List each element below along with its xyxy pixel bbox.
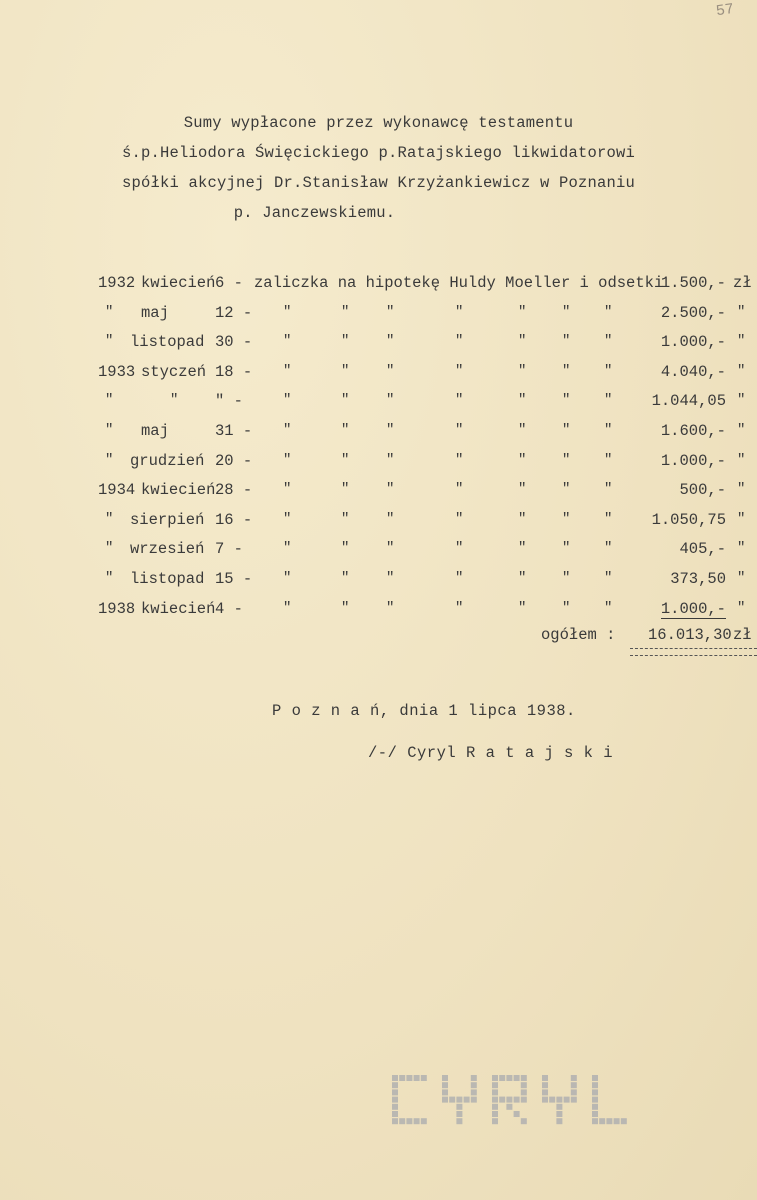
row-month: listopad: [130, 333, 205, 352]
row-ditto-mark: ": [283, 303, 292, 320]
row-ditto-mark: ": [283, 599, 292, 616]
row-ditto-mark: ": [455, 570, 464, 586]
table-row: [0, 274, 757, 304]
row-ditto-mark: ": [455, 362, 464, 379]
row-year: 1932: [98, 274, 136, 292]
place-date: P o z n a ń, dnia 1 lipca 1938.: [272, 702, 576, 720]
row-ditto-mark: ": [518, 422, 527, 438]
total-value: 16.013,30: [648, 626, 732, 644]
row-ditto-mark: ": [604, 303, 613, 320]
row-ditto-mark: ": [562, 333, 571, 350]
row-ditto-mark: ": [341, 422, 350, 438]
table-row: [0, 540, 757, 570]
row-day: 20 -: [215, 451, 253, 470]
signature: /-/ Cyryl R a t a j s k i: [368, 744, 614, 762]
row-ditto-mark: ": [604, 570, 613, 586]
page-number: 57: [714, 0, 736, 21]
table-row: [0, 422, 757, 452]
row-currency: ": [737, 599, 746, 616]
row-ditto-mark: ": [455, 540, 464, 557]
row-year: ": [105, 540, 114, 557]
row-day: 4 -: [215, 599, 243, 618]
total-label: ogółem :: [541, 626, 616, 644]
row-ditto-mark: ": [455, 392, 464, 409]
row-ditto-mark: ": [386, 510, 395, 527]
row-month: maj: [141, 303, 169, 322]
row-month: kwiecień: [141, 274, 216, 292]
row-month: kwiecień: [141, 481, 216, 500]
row-ditto-mark: ": [562, 481, 571, 498]
row-currency: ": [737, 570, 746, 586]
row-ditto-mark: ": [283, 362, 292, 379]
row-ditto-mark: ": [604, 333, 613, 350]
row-ditto-mark: ": [518, 570, 527, 586]
table-row: [0, 333, 757, 363]
row-month: grudzień: [130, 451, 205, 470]
row-ditto-mark: ": [518, 362, 527, 379]
row-ditto-mark: ": [455, 451, 464, 468]
row-ditto-mark: ": [518, 333, 527, 350]
row-ditto-mark: ": [604, 362, 613, 379]
row-ditto-mark: ": [562, 510, 571, 527]
title-line-3: spółki akcyjnej Dr.Stanisław Krzyżankiewicz w Poznaniu: [121, 174, 636, 192]
row-ditto-mark: ": [455, 422, 464, 438]
row-year: 1934: [98, 481, 136, 500]
row-ditto-mark: ": [562, 570, 571, 586]
row-ditto-mark: ": [518, 481, 527, 498]
row-ditto-mark: ": [562, 599, 571, 616]
row-amount: 1.600,-: [660, 422, 726, 440]
row-currency: ": [737, 333, 746, 350]
row-ditto-mark: ": [341, 451, 350, 468]
double-underline: [630, 648, 757, 656]
row-amount: 4.040,-: [660, 362, 726, 381]
row-ditto-mark: ": [386, 362, 395, 379]
row-ditto-mark: ": [562, 392, 571, 409]
row-amount: 1.500,-: [660, 274, 726, 292]
row-year: ": [105, 333, 114, 350]
table-row: [0, 392, 757, 422]
title-line-1: Sumy wypłacone przez wykonawcę testamentu: [183, 114, 574, 132]
row-day: 12 -: [215, 303, 253, 322]
total-currency: zł: [733, 626, 752, 644]
title-line-2: ś.p.Heliodora Święcickiego p.Ratajskiego likwidatorowi: [121, 144, 636, 162]
row-ditto-mark: ": [455, 481, 464, 498]
row-description: zaliczka na hipotekę Huldy Moeller i odsetki: [254, 274, 664, 292]
row-currency: ": [737, 362, 746, 379]
row-day: " -: [215, 392, 243, 411]
row-ditto-mark: ": [283, 481, 292, 498]
row-ditto-mark: ": [518, 451, 527, 468]
row-day: 7 -: [215, 540, 243, 559]
row-currency: ": [737, 451, 746, 468]
row-ditto-mark: ": [386, 392, 395, 409]
row-ditto-mark: ": [283, 510, 292, 527]
row-year: 1938: [98, 599, 136, 618]
row-ditto-mark: ": [518, 510, 527, 527]
row-ditto-mark: ": [604, 392, 613, 409]
row-ditto-mark: ": [341, 333, 350, 350]
row-currency: ": [737, 422, 746, 438]
row-ditto-mark: ": [562, 362, 571, 379]
row-ditto-mark: ": [283, 540, 292, 557]
row-ditto-mark: ": [604, 599, 613, 616]
row-ditto-mark: ": [341, 392, 350, 409]
row-day: 28 -: [215, 481, 253, 500]
row-ditto-mark: ": [518, 540, 527, 557]
row-ditto-mark: ": [283, 333, 292, 350]
row-ditto-mark: ": [518, 599, 527, 616]
row-ditto-mark: ": [283, 422, 292, 438]
row-ditto-mark: ": [386, 303, 395, 320]
row-day: 15 -: [215, 570, 253, 588]
row-ditto-mark: ": [341, 510, 350, 527]
row-currency: ": [737, 540, 746, 557]
cyryl-watermark-logo: [392, 1075, 692, 1131]
row-ditto-mark: ": [604, 422, 613, 438]
row-month: wrzesień: [130, 540, 205, 559]
row-month: maj: [141, 422, 169, 440]
row-ditto-mark: ": [283, 570, 292, 586]
row-amount: 405,-: [679, 540, 726, 559]
row-month: styczeń: [141, 362, 207, 381]
row-currency: ": [737, 510, 746, 527]
row-day: 31 -: [215, 422, 253, 440]
row-ditto-mark: ": [604, 481, 613, 498]
row-year: ": [105, 303, 114, 320]
row-year: ": [105, 451, 114, 468]
row-year: ": [105, 510, 114, 527]
row-ditto-mark: ": [386, 540, 395, 557]
row-ditto-mark: ": [604, 451, 613, 468]
row-ditto-mark: ": [386, 451, 395, 468]
row-ditto-mark: ": [341, 570, 350, 586]
row-ditto-mark: ": [386, 570, 395, 586]
row-month: kwiecień: [141, 599, 216, 618]
row-currency: zł: [733, 274, 752, 292]
row-amount: 1.000,-: [660, 451, 726, 470]
row-ditto-mark: ": [341, 599, 350, 616]
row-ditto-mark: ": [386, 481, 395, 498]
row-amount: 2.500,-: [660, 303, 726, 322]
row-ditto-mark: ": [386, 422, 395, 438]
row-ditto-mark: ": [283, 451, 292, 468]
row-ditto-mark: ": [604, 540, 613, 557]
row-year: ": [105, 570, 114, 586]
row-amount: 500,-: [679, 481, 726, 500]
row-year: 1933: [98, 362, 136, 381]
row-ditto-mark: ": [455, 510, 464, 527]
table-row: [0, 570, 757, 600]
table-row: [0, 304, 757, 334]
table-row: [0, 452, 757, 482]
row-currency: ": [737, 303, 746, 320]
row-month: sierpień: [130, 510, 205, 529]
table-row: [0, 481, 757, 511]
table-row: [0, 363, 757, 393]
row-amount: 1.050,75: [651, 510, 726, 529]
row-ditto-mark: ": [562, 303, 571, 320]
row-ditto-mark: ": [562, 540, 571, 557]
row-ditto-mark: ": [341, 362, 350, 379]
table-row: [0, 511, 757, 541]
row-amount: 1.044,05: [651, 392, 726, 411]
row-amount: 1.000,-: [660, 599, 726, 618]
row-ditto-mark: ": [455, 333, 464, 350]
row-day: 16 -: [215, 510, 253, 529]
row-ditto-mark: ": [386, 599, 395, 616]
row-day: 18 -: [215, 362, 253, 381]
row-ditto-mark: ": [604, 510, 613, 527]
row-ditto-mark: ": [562, 451, 571, 468]
row-currency: ": [737, 481, 746, 498]
row-year: ": [105, 422, 114, 438]
row-ditto-mark: ": [518, 303, 527, 320]
row-ditto-mark: ": [518, 392, 527, 409]
row-ditto-mark: ": [386, 333, 395, 350]
title-line-4: p. Janczewskiemu.: [233, 204, 396, 222]
row-day: 30 -: [215, 333, 253, 352]
row-ditto-mark: ": [562, 422, 571, 438]
row-amount: 1.000,-: [660, 333, 726, 352]
row-month: listopad: [130, 570, 205, 588]
row-year: ": [105, 392, 114, 409]
row-day: 6 -: [215, 274, 243, 292]
row-ditto-mark: ": [455, 599, 464, 616]
row-currency: ": [737, 392, 746, 409]
row-ditto-mark: ": [341, 481, 350, 498]
row-ditto-mark: ": [341, 540, 350, 557]
row-ditto-mark: ": [455, 303, 464, 320]
row-ditto-mark: ": [341, 303, 350, 320]
row-amount: 373,50: [670, 570, 726, 588]
row-ditto-mark: ": [283, 392, 292, 409]
table-row: [0, 600, 757, 630]
row-month: ": [170, 392, 179, 409]
